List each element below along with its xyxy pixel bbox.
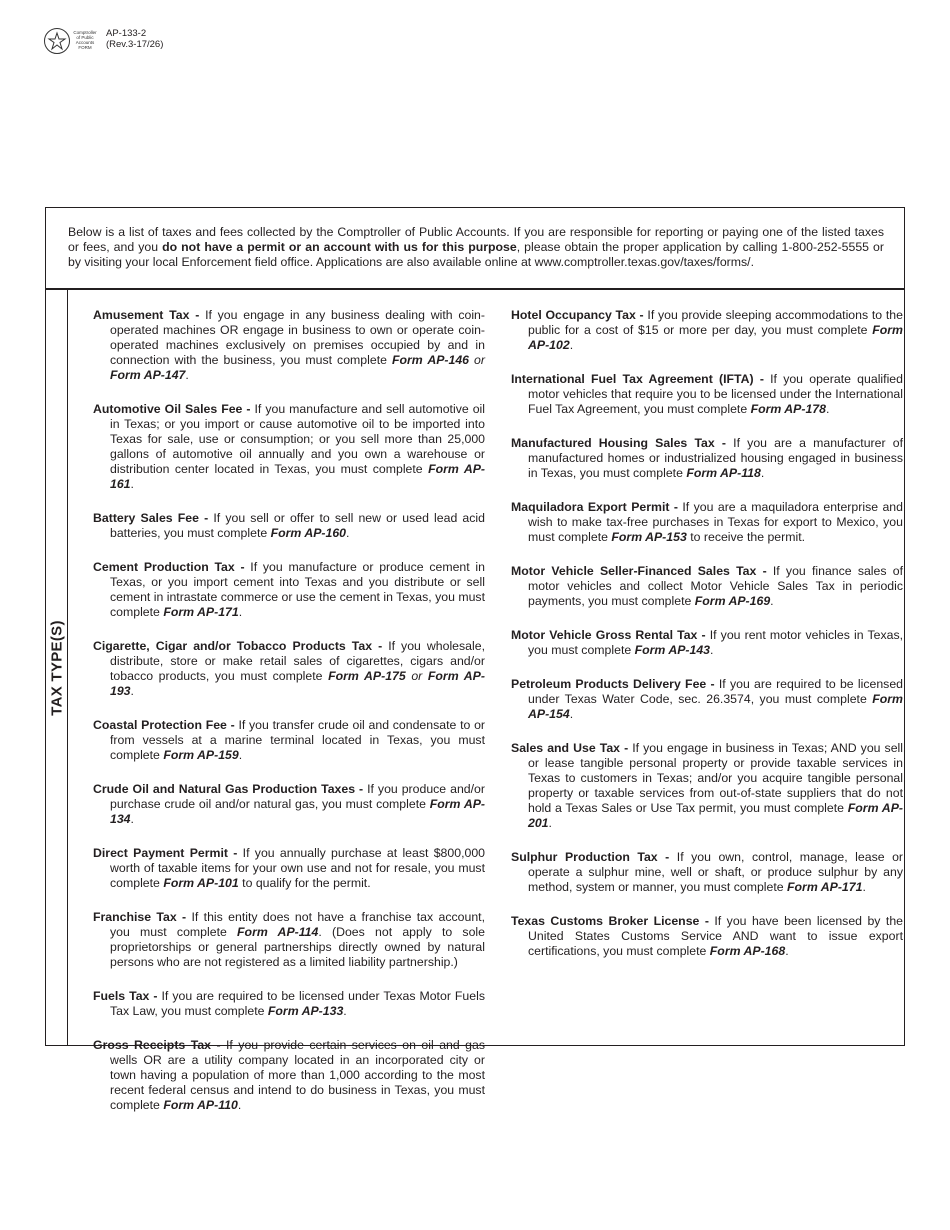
form-reference: Form AP-168 bbox=[709, 944, 786, 958]
tax-entry bbox=[93, 1038, 485, 1113]
tax-entry bbox=[93, 782, 485, 827]
tax-entry-text: . bbox=[343, 1004, 347, 1018]
tax-entry-title: Motor Vehicle Gross Rental Tax - bbox=[511, 628, 706, 642]
seal-line-3: Accounts bbox=[75, 40, 95, 45]
form-reference: Form AP-175 bbox=[328, 669, 406, 683]
tax-entry-text: If you manufacture or produce cement in Texas, or you import cement into Texas and you distribute or sell cement in intrastate commerce or use the cement in Texas, you must complete bbox=[110, 560, 485, 619]
form-reference: Form AP-134 bbox=[110, 797, 485, 826]
form-reference: Form AP-169 bbox=[694, 594, 771, 608]
tax-entry-title: Texas Customs Broker License - bbox=[511, 914, 709, 928]
right-column bbox=[511, 308, 903, 978]
form-reference: Form AP-154 bbox=[528, 692, 903, 721]
tax-entry-text: . bbox=[826, 402, 830, 416]
tax-entry-text: . bbox=[569, 707, 574, 721]
tax-entry bbox=[511, 564, 903, 609]
tax-entry-text: . bbox=[346, 526, 350, 540]
tax-entry bbox=[93, 560, 485, 620]
form-reference: Form AP-160 bbox=[270, 526, 347, 540]
tax-entry-text: . bbox=[760, 466, 765, 480]
tax-entry-title: Sulphur Production Tax - bbox=[511, 850, 670, 864]
tax-entry bbox=[93, 402, 485, 492]
tax-entry bbox=[93, 910, 485, 970]
tax-entry-title: Hotel Occupancy Tax - bbox=[511, 308, 644, 322]
tax-entry-text: . bbox=[548, 816, 552, 830]
tax-entry bbox=[93, 989, 485, 1019]
intro-text-2: , please obtain the proper application by calling 1-800-252-5555 or by visiting your local Enforcement field office. Applications are also available online at www.comptroller.texas.gov/taxes/forms/. bbox=[68, 240, 884, 269]
tax-entry-title: Cement Production Tax - bbox=[93, 560, 245, 574]
tax-entry-title: Franchise Tax - bbox=[93, 910, 187, 924]
tax-entry-title: Sales and Use Tax - bbox=[511, 741, 629, 755]
tax-entry-text: If you finance sales of motor vehicles and collect Motor Vehicle Sales Tax in periodic payments, you must complete bbox=[528, 564, 903, 608]
tax-entry bbox=[511, 436, 903, 481]
form-reference: Form AP-178 bbox=[750, 402, 826, 416]
tax-entry bbox=[93, 718, 485, 763]
intro-bold-text: do not have a permit or an account with us for this purpose bbox=[162, 240, 517, 254]
tax-entry bbox=[511, 372, 903, 417]
tax-entry-conjunction: or bbox=[469, 353, 485, 367]
form-reference: Form AP-171 bbox=[163, 605, 239, 619]
tax-entry-text: If you are a maquiladora enterprise and wish to make tax-free purchases in Texas for export to Mexico, you must complete bbox=[528, 500, 903, 544]
tax-entry-text: . bbox=[130, 477, 134, 491]
tax-entry-text: If you have been licensed by the United States Customs Service AND want to issue export certifications, you must complete bbox=[528, 914, 903, 958]
tax-entry-title: Motor Vehicle Seller-Financed Sales Tax - bbox=[511, 564, 767, 578]
tax-entry-text: . bbox=[569, 338, 574, 352]
intro-paragraph bbox=[46, 208, 904, 290]
tax-entry-title: International Fuel Tax Agreement (IFTA) - bbox=[511, 372, 764, 386]
tax-entry-text: If you sell or offer to sell new or used lead acid batteries, you must complete bbox=[110, 511, 485, 540]
tax-entry-text: . bbox=[770, 594, 774, 608]
tax-entry-text: . (Does not apply to sole proprietorships or general partnerships directly owned by natural persons who are not registered as a limited liability partnership.) bbox=[110, 925, 485, 969]
form-reference: Form AP-147 bbox=[110, 368, 186, 382]
tax-entry bbox=[93, 511, 485, 541]
tax-entry-text: If you wholesale, distribute, store or make retail sales of cigarettes, cigars and/or tobacco products, you must complete bbox=[110, 639, 485, 683]
tax-entry-text: . bbox=[238, 605, 243, 619]
seal-line-4: FORM bbox=[78, 45, 92, 50]
tax-entry bbox=[511, 914, 903, 959]
tax-entry-title: Battery Sales Fee - bbox=[93, 511, 209, 525]
tax-entry-title: Amusement Tax - bbox=[93, 308, 200, 322]
intro-text-1: Below is a list of taxes and fees collected by the Comptroller of Public Accounts. If you are responsible for reporting or paying one of the listed taxes or fees, and you bbox=[68, 225, 884, 254]
form-reference: Form AP-102 bbox=[528, 323, 903, 352]
form-reference: Form AP-201 bbox=[528, 801, 903, 830]
tax-types-box bbox=[45, 207, 905, 1112]
tax-entry-title: Cigarette, Cigar and/or Tobacco Products Tax - bbox=[93, 639, 383, 653]
form-reference: Form AP-143 bbox=[634, 643, 711, 657]
tax-entry-text: . bbox=[710, 643, 714, 657]
form-number: AP-133-2 bbox=[106, 28, 147, 39]
form-revision: (Rev.3-17/26) bbox=[106, 39, 164, 50]
tax-entry-text: If you are required to be licensed under Texas Water Code, sec. 26.3574, you must complete bbox=[528, 677, 904, 706]
tax-entry-title: Manufactured Housing Sales Tax - bbox=[511, 436, 726, 450]
tax-entry bbox=[511, 741, 903, 831]
tax-entry-text: . bbox=[785, 944, 789, 958]
tax-entry-text: If you are a manufacturer of manufactured homes or industrialized housing engaged in business in Texas, you must complete bbox=[528, 436, 903, 480]
tax-entry-text: If you engage in any business dealing with coin-operated machines OR engage in business to own or operate coin-operated machines exclusively on premises occupied by and in connection with the business, you must complete bbox=[110, 308, 485, 367]
tax-entry-text: If you provide certain services on oil and gas wells OR are a utility company located in an incorporated city or town having a population of more than 1,000 according to the most recent federal census and intend to do business in Texas, you must complete bbox=[110, 1038, 485, 1112]
form-reference: Form AP-110 bbox=[163, 1098, 238, 1112]
tax-entry-title: Gross Receipts Tax - bbox=[93, 1038, 221, 1052]
seal-line-2: of Public bbox=[76, 35, 94, 40]
tax-entry-text: If you own, control, manage, lease or operate a sulphur mine, well or shaft, or produce sulphur by any method, system or manner, you must complete bbox=[528, 850, 904, 894]
seal-line-1: Comptroller bbox=[73, 30, 97, 35]
form-reference: Form AP-193 bbox=[110, 669, 485, 698]
form-identifier bbox=[106, 28, 163, 50]
tax-entry bbox=[511, 308, 903, 353]
form-reference: Form AP-118 bbox=[686, 466, 761, 480]
side-label-strip bbox=[46, 290, 68, 1045]
tax-entry-title: Coastal Protection Fee - bbox=[93, 718, 235, 732]
tax-entry bbox=[511, 850, 903, 895]
comptroller-seal-icon bbox=[44, 28, 70, 54]
tax-entry bbox=[93, 308, 485, 383]
tax-entry-text: If this entity does not have a franchise tax account, you must complete bbox=[110, 910, 486, 939]
tax-entry-title: Fuels Tax - bbox=[93, 989, 158, 1003]
tax-entry bbox=[93, 846, 485, 891]
form-header bbox=[44, 28, 163, 54]
tax-entry-text: If you engage in business in Texas; AND you sell or lease tangible personal property or provide taxable services in Texas to customers in Texas; and/or you acquire tangible personal property or taxable services from out-of-state suppliers that do not hold a Texas Sales or Use Tax permit, you must complete bbox=[528, 741, 904, 815]
tax-entry-title: Petroleum Products Delivery Fee - bbox=[511, 677, 715, 691]
form-reference: Form AP-133 bbox=[267, 1004, 344, 1018]
tax-entry bbox=[93, 639, 485, 699]
tax-entry-text: . bbox=[238, 748, 243, 762]
form-reference: Form AP-146 bbox=[392, 353, 470, 367]
form-reference: Form AP-161 bbox=[110, 462, 485, 491]
tax-entry-title: Direct Payment Permit - bbox=[93, 846, 238, 860]
tax-entry-title: Crude Oil and Natural Gas Production Taxes - bbox=[93, 782, 364, 796]
tax-entry-text: to receive the permit. bbox=[686, 530, 806, 544]
tax-entry-conjunction: or bbox=[405, 669, 428, 683]
form-reference: Form AP-153 bbox=[611, 530, 687, 544]
tax-entry-title: Maquiladora Export Permit - bbox=[511, 500, 678, 514]
tax-entry-text: . bbox=[862, 880, 866, 894]
tax-entry-text: . bbox=[237, 1098, 242, 1112]
form-reference: Form AP-159 bbox=[163, 748, 239, 762]
tax-entry-text: If you provide sleeping accommodations to the public for a cost of $15 or more per day, you must complete bbox=[528, 308, 903, 337]
form-reference: Form AP-101 bbox=[163, 876, 239, 890]
tax-entry-text: . bbox=[185, 368, 189, 382]
tax-entry-text: If you transfer crude oil and condensate to or from vessels at a marine terminal located in Texas, you must complete bbox=[110, 718, 486, 762]
tax-entry-text: . bbox=[130, 684, 134, 698]
seal-caption bbox=[72, 30, 98, 50]
tax-entry-text: If you produce and/or purchase crude oil and/or natural gas, you must complete bbox=[110, 782, 485, 811]
form-reference: Form AP-114 bbox=[237, 925, 319, 939]
tax-entry-text: If you manufacture and sell automotive oil in Texas; or you import or cause automotive oil to be imported into Texas for sale, use or consumption; or you sell more than 25,000 gallons of automotive oil annually and you own a warehouse or distribution center located in Texas, you must complete bbox=[110, 402, 485, 476]
tax-entry-text: If you annually purchase at least $800,000 worth of taxable items for your own use and not for resale, you must complete bbox=[110, 846, 485, 890]
tax-entry bbox=[511, 500, 903, 545]
left-column bbox=[93, 308, 485, 1132]
tax-entry bbox=[511, 677, 903, 722]
tax-entry-text: . bbox=[130, 812, 134, 826]
form-reference: Form AP-171 bbox=[787, 880, 863, 894]
tax-entry-text: to qualify for the permit. bbox=[238, 876, 371, 890]
tax-entry-title: Automotive Oil Sales Fee - bbox=[93, 402, 251, 416]
tax-entry-text: If you rent motor vehicles in Texas, you must complete bbox=[528, 628, 904, 657]
tax-entry-text: If you are required to be licensed under Texas Motor Fuels Tax Law, you must complete bbox=[110, 989, 485, 1018]
side-label: TAX TYPE(S) bbox=[48, 620, 65, 716]
tax-entry bbox=[511, 628, 903, 658]
tax-entry-text: If you operate qualified motor vehicles that require you to be licensed under the International Fuel Tax Agreement, you must complete bbox=[528, 372, 903, 416]
